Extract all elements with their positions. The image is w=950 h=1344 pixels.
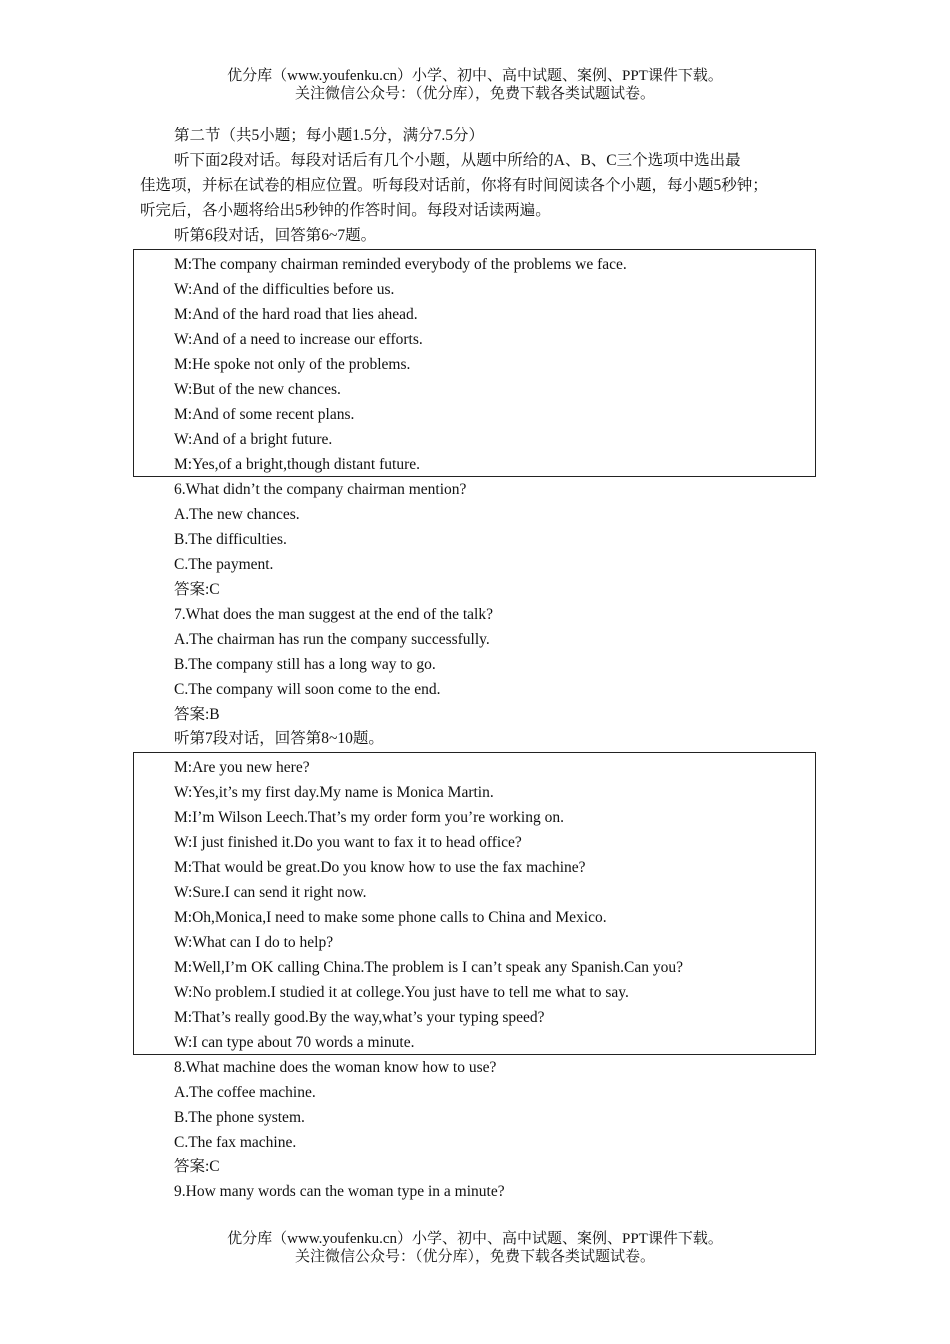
question-8: 8.What machine does the woman know how to use?: [174, 1059, 497, 1076]
dialog-7-box: [133, 752, 816, 1055]
q7-option-c: C.The company will soon come to the end.: [174, 681, 441, 698]
dialog-line: W:Yes,it’s my first day.My name is Monica Martin.: [174, 784, 494, 801]
q6-option-a: A.The new chances.: [174, 506, 300, 523]
dialog-6-box: [133, 249, 816, 477]
instruction-line-3: 听完后，各小题将给出5秒钟的作答时间。每段对话读两遍。: [140, 202, 551, 219]
question-7: 7.What does the man suggest at the end of the talk?: [174, 606, 493, 623]
dialog-line: M:Oh,Monica,I need to make some phone calls to China and Mexico.: [174, 909, 607, 926]
dialog-line: W:I just finished it.Do you want to fax it to head office?: [174, 834, 522, 851]
dialog-line: M:That would be great.Do you know how to use the fax machine?: [174, 859, 586, 876]
dialog-line: W:I can type about 70 words a minute.: [174, 1034, 415, 1051]
q8-option-b: B.The phone system.: [174, 1109, 305, 1126]
header-line-1: 优分库（www.youfenku.cn）小学、初中、高中试题、案例、PPT课件下载。: [227, 68, 723, 84]
dialog-6-intro: 听第6段对话，回答第6~7题。: [174, 227, 377, 244]
dialog-line: M:And of the hard road that lies ahead.: [174, 306, 418, 323]
dialog-line: M:Yes,of a bright,though distant future.: [174, 456, 420, 473]
page-header: [0, 67, 950, 103]
dialog-line: M:That’s really good.By the way,what’s your typing speed?: [174, 1009, 545, 1026]
q6-option-b: B.The difficulties.: [174, 531, 287, 548]
dialog-line: W:And of a bright future.: [174, 431, 333, 448]
dialog-line: W:And of the difficulties before us.: [174, 281, 395, 298]
dialog-line: M:He spoke not only of the problems.: [174, 356, 411, 373]
q6-option-c: C.The payment.: [174, 556, 274, 573]
dialog-line: W:But of the new chances.: [174, 381, 341, 398]
footer-line-1: 优分库（www.youfenku.cn）小学、初中、高中试题、案例、PPT课件下载。: [227, 1231, 723, 1247]
dialog-line: M:The company chairman reminded everybody of the problems we face.: [174, 256, 627, 273]
q8-option-a: A.The coffee machine.: [174, 1084, 316, 1101]
q7-option-a: A.The chairman has run the company successfully.: [174, 631, 490, 648]
section-title: 第二节（共5小题；每小题1.5分，满分7.5分）: [174, 127, 485, 144]
dialog-line: W:What can I do to help?: [174, 934, 334, 951]
dialog-line: W:And of a need to increase our efforts.: [174, 331, 423, 348]
dialog-line: M:Well,I’m OK calling China.The problem is I can’t speak any Spanish.Can you?: [174, 959, 683, 976]
q7-option-b: B.The company still has a long way to go.: [174, 656, 436, 673]
instruction-line-1: 听下面2段对话。每段对话后有几个小题，从题中所给的A、B、C三个选项中选出最: [174, 152, 741, 169]
q8-option-c: C.The fax machine.: [174, 1134, 297, 1151]
dialog-line: W:No problem.I studied it at college.You just have to tell me what to say.: [174, 984, 629, 1001]
question-9: 9.How many words can the woman type in a minute?: [174, 1183, 505, 1200]
header-line-2: 关注微信公众号：（优分库），免费下载各类试题试卷。: [294, 86, 655, 102]
question-6: 6.What didn’t the company chairman mention?: [174, 481, 467, 498]
q6-answer: 答案:C: [174, 581, 220, 598]
dialog-7-intro: 听第7段对话，回答第8~10题。: [174, 730, 384, 747]
footer-line-2: 关注微信公众号：（优分库），免费下载各类试题试卷。: [294, 1249, 655, 1265]
q8-answer: 答案:C: [174, 1158, 220, 1175]
instruction-line-2: 佳选项，并标在试卷的相应位置。听每段对话前，你将有时间阅读各个小题，每小题5秒钟；: [140, 177, 768, 194]
dialog-line: W:Sure.I can send it right now.: [174, 884, 367, 901]
q7-answer: 答案:B: [174, 706, 220, 723]
dialog-line: M:I’m Wilson Leech.That’s my order form you’re working on.: [174, 809, 564, 826]
dialog-line: M:Are you new here?: [174, 759, 310, 776]
dialog-line: M:And of some recent plans.: [174, 406, 355, 423]
page-footer: [0, 1230, 950, 1266]
